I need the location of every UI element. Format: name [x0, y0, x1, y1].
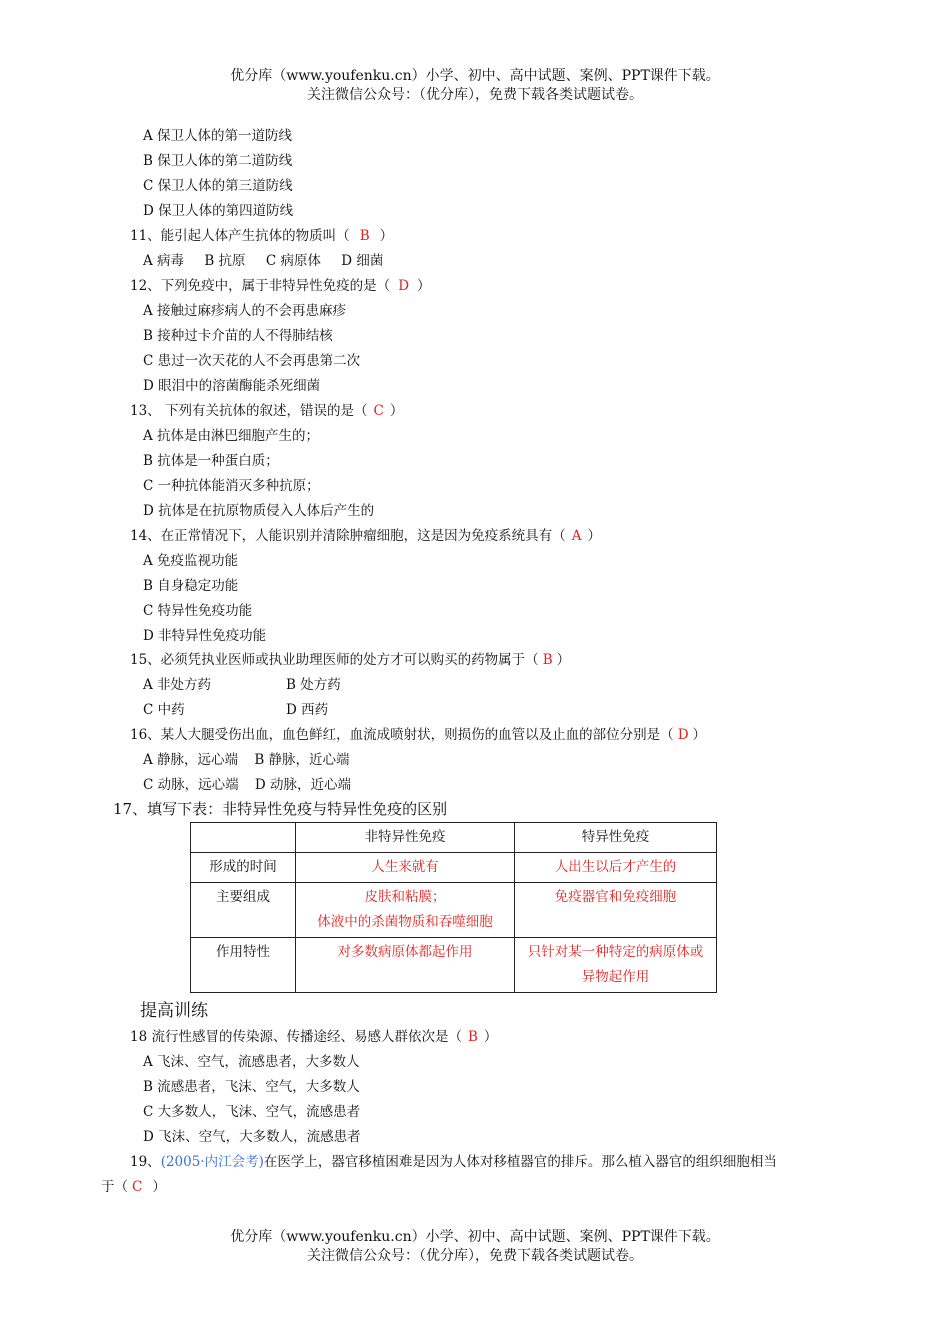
table-cell-nonspecific: 人生来就有	[296, 853, 515, 883]
table-row	[191, 883, 717, 938]
q18-option-b: B 流感患者，飞沫、空气，大多数人	[143, 1079, 360, 1095]
q13-option-a: A 抗体是由淋巴细胞产生的；	[143, 428, 320, 444]
table-cell-specific	[515, 938, 717, 993]
q18-option-d: D 飞沫、空气，大多数人，流感患者	[143, 1129, 361, 1145]
q11-text: 11、能引起人体产生抗体的物质叫（	[130, 228, 350, 244]
q19-line2-text: 于（	[101, 1179, 128, 1195]
comparison-table	[190, 822, 717, 993]
table-row-label: 形成的时间	[191, 853, 296, 883]
q16-option-d: D 动脉，近心端	[254, 777, 352, 793]
q18-option-c: C 大多数人，飞沫、空气，流感患者	[143, 1104, 361, 1120]
q13-answer: C	[373, 403, 384, 419]
q12-option-b: B 接种过卡介苗的人不得肺结核	[143, 328, 333, 344]
q19-close: ）	[152, 1179, 166, 1195]
q14-text: 14、在正常情况下，人能识别并清除肿瘤细胞，这是因为免疫系统具有（	[130, 528, 566, 544]
q19-stem-line-2	[101, 1177, 166, 1197]
q16-option-b: B 静脉，近心端	[254, 752, 350, 768]
q15-text: 15、必须凭执业医师或执业助理医师的处方才可以购买的药物属于（	[130, 652, 539, 668]
table-cell-line: 体液中的杀菌物质和吞噬细胞	[317, 914, 493, 930]
q14-option-d: D 非特异性免疫功能	[143, 628, 267, 644]
table-header-specific: 特异性免疫	[515, 823, 717, 853]
q15-option-d: D 西药	[286, 702, 329, 718]
q18-answer: B	[467, 1029, 478, 1045]
q12-text: 12、下列免疫中，属于非特异性免疫的是（	[130, 278, 391, 294]
q14-stem	[130, 526, 601, 546]
q19-stem	[130, 1152, 777, 1172]
q16-option-c: C 动脉，远心端	[143, 777, 239, 793]
q15-answer: B	[542, 652, 553, 668]
q11-options	[143, 251, 383, 271]
q12-stem	[130, 276, 431, 296]
q11-stem	[130, 226, 393, 246]
q14-answer: A	[571, 528, 582, 544]
table-cell-specific: 人出生以后才产生的	[515, 853, 717, 883]
q11-option-a: A 病毒	[143, 253, 185, 269]
footer-line-1: 优分库（www.youfenku.cn）小学、初中、高中试题、案例、PPT课件下载。	[230, 1229, 720, 1245]
table-cell-specific: 免疫器官和免疫细胞	[515, 883, 717, 938]
q11-answer: B	[359, 228, 370, 244]
q16-answer: D	[677, 727, 689, 743]
q10-option-b: B 保卫人体的第二道防线	[143, 153, 293, 169]
q14-option-c: C 特异性免疫功能	[143, 603, 253, 619]
q16-options-row-2	[143, 775, 351, 795]
q19-answer: C	[132, 1179, 143, 1195]
page-header	[0, 67, 950, 105]
table-cell-nonspecific	[296, 883, 515, 938]
q13-option-b: B 抗体是一种蛋白质；	[143, 453, 279, 469]
section-title: 提高训练	[140, 1001, 208, 1021]
q12-close: ）	[417, 278, 431, 294]
table-cell-line: 异物起作用	[581, 969, 650, 985]
q11-close: ）	[379, 228, 394, 244]
q10-option-a: A 保卫人体的第一道防线	[143, 128, 293, 144]
table-header-nonspecific: 非特异性免疫	[296, 823, 515, 853]
table-row-label: 主要组成	[191, 883, 296, 938]
q19-text: 在医学上，器官移植困难是因为人体对移植器官的排斥。那么植入器官的组织细胞相当	[263, 1154, 777, 1170]
q14-close: ）	[587, 528, 601, 544]
q18-close: ）	[483, 1029, 498, 1045]
q12-option-d: D 眼泪中的溶菌酶能杀死细菌	[143, 378, 321, 394]
table-cell-line: 皮肤和粘膜；	[364, 889, 446, 905]
q10-option-d: D 保卫人体的第四道防线	[143, 203, 294, 219]
q15-option-a: A 非处方药	[143, 677, 212, 693]
footer-line-2: 关注微信公众号：（优分库），免费下载各类试题试卷。	[307, 1248, 643, 1264]
table-cell-nonspecific: 对多数病原体都起作用	[296, 938, 515, 993]
q16-option-a: A 静脉，远心端	[143, 752, 239, 768]
q16-stem	[130, 725, 706, 745]
q16-close: ）	[692, 727, 707, 743]
header-line-2: 关注微信公众号：（优分库），免费下载各类试题试卷。	[307, 87, 643, 103]
q16-options-row-1	[143, 750, 350, 770]
q12-option-c: C 患过一次天花的人不会再患第二次	[143, 353, 361, 369]
q13-option-c: C 一种抗体能消灭多种抗原；	[143, 478, 320, 494]
q13-option-d: D 抗体是在抗原物质侵入人体后产生的	[143, 503, 375, 519]
q11-option-d: D 细菌	[341, 253, 384, 269]
q15-option-c: C 中药	[143, 702, 185, 718]
q15-close: ）	[556, 652, 571, 668]
q15-stem	[130, 650, 570, 670]
q18-stem	[130, 1027, 497, 1047]
page-footer	[0, 1228, 950, 1266]
q11-option-b: B 抗原	[204, 253, 246, 269]
q18-option-a: A 飞沫、空气，流感患者，大多数人	[143, 1054, 360, 1070]
q12-option-a: A 接触过麻疹病人的不会再患麻疹	[143, 303, 347, 319]
q13-close: ）	[389, 403, 404, 419]
table-cell-line: 只针对某一种特定的病原体或	[527, 944, 704, 960]
q14-option-b: B 自身稳定功能	[143, 578, 239, 594]
q12-answer: D	[398, 278, 410, 294]
table-header-empty	[191, 823, 296, 853]
q11-option-c: C 病原体	[265, 253, 321, 269]
q17-title: 17、填写下表：非特异性免疫与特异性免疫的区别	[113, 800, 448, 818]
q13-stem	[130, 401, 403, 421]
q10-option-c: C 保卫人体的第三道防线	[143, 178, 293, 194]
header-line-1: 优分库（www.youfenku.cn）小学、初中、高中试题、案例、PPT课件下载。	[230, 68, 720, 84]
q19-source-link[interactable]: (2005·内江会考)	[160, 1154, 264, 1170]
q15-option-b: B 处方药	[286, 677, 341, 693]
q16-text: 16、某人大腿受伤出血，血色鲜红，血流成喷射状，则损伤的血管以及止血的部位分别是（	[130, 727, 674, 743]
table-row	[191, 938, 717, 993]
q18-text: 18 流行性感冒的传染源、传播途经、易感人群依次是（	[130, 1029, 462, 1045]
q19-number: 19、	[130, 1154, 161, 1170]
q14-option-a: A 免疫监视功能	[143, 553, 239, 569]
q13-text: 13、 下列有关抗体的叙述，错误的是（	[130, 403, 368, 419]
table-header-row	[191, 823, 717, 853]
table-row-label: 作用特性	[191, 938, 296, 993]
table-row	[191, 853, 717, 883]
